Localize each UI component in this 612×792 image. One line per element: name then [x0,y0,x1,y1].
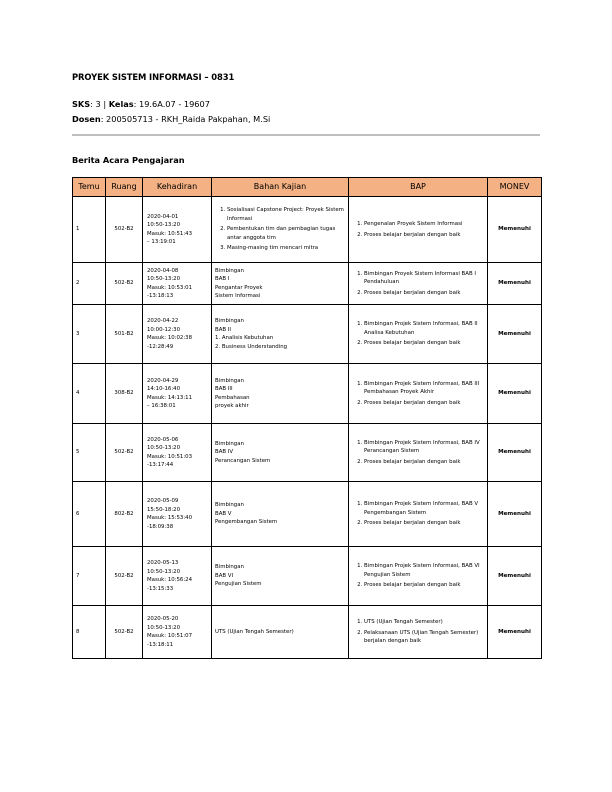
bahan-line: Perancangan Sistem [215,457,271,464]
kehadiran-line: Masuk: 10:02:38 [147,335,193,341]
cell-bap [349,606,488,659]
kehadiran-line: Masuk: 10:53:01 [147,284,193,291]
bap-item: 1. UTS (Ujian Tengah Semester) [364,618,484,627]
kehadiran-line: 15:50-18:20 [147,506,181,513]
cell-bap [349,364,488,424]
header-monev: MONEV [488,178,542,197]
bap-list [352,320,484,348]
bap-item: 1. Bimbingan Projek Sistem Informasi, BAB VI Pengujian Sistem [364,562,484,579]
cell-monev: Memenuhi [488,197,542,263]
bap-item: 2. Proses belajar berjalan dengan baik [364,581,484,590]
cell-monev: Memenuhi [488,424,542,482]
cell-bap [349,197,488,263]
table-row [73,424,542,482]
cell-temu: 5 [73,424,106,482]
bahan-line: Bimbingan [215,502,244,509]
kehadiran-line: 2020-04-01 [147,213,179,220]
kehadiran-line: – 16:38:01 [147,403,176,409]
kehadiran-line: 10:00-12:30 [147,326,181,333]
bahan-line: Sistem Informasi [215,293,261,299]
cell-bahan-kajian [212,263,349,305]
bahan-line: Pengembangan Sistem [215,519,278,526]
bahan-line: BAB IV [215,449,234,456]
bap-item: 1. Bimbingan Projek Sistem Informasi, BAB III Pembahasan Proyek Akhir [364,380,484,397]
kehadiran-line: -13:18:13 [147,293,174,299]
bahan-line: Bimbingan [215,318,244,324]
kehadiran-line: -13:18:11 [147,641,174,648]
cell-bap [349,305,488,364]
kehadiran-line: 10:50-13:20 [147,445,181,451]
bap-item: 1. Bimbingan Projek Sistem Informasi, BAB V Pengembangan Sistem [364,500,484,517]
kehadiran-line: Masuk: 10:51:07 [147,633,193,639]
kehadiran-line: 10:50-13:20 [147,624,181,631]
kelas-value: : 19.6A.07 - 19607 [133,99,210,109]
bap-list [352,220,484,239]
bahan-item: 3. Masing-masing tim mencari mitra [227,244,345,253]
kehadiran-line: Masuk: 10:51:03 [147,453,193,460]
kehadiran-line: Masuk: 10:51:43 [147,230,193,237]
bap-item: 2. Proses belajar berjalan dengan baik [364,231,484,240]
cell-ruang: 308-B2 [106,364,143,424]
bap-list [352,500,484,528]
kehadiran-line: 2020-05-13 [147,560,179,566]
table-row [73,606,542,659]
cell-bap [349,263,488,305]
bahan-line: Pengujian Sistem [215,581,262,588]
cell-bahan-kajian [212,305,349,364]
cell-kehadiran [143,424,212,482]
bap-item: 2. Proses belajar berjalan dengan baik [364,399,484,408]
sks-label: SKS [72,99,91,109]
cell-monev: Memenuhi [488,547,542,606]
table-row [73,482,542,547]
cell-ruang: 501-B2 [106,305,143,364]
kehadiran-line: Masuk: 14:13:11 [147,394,193,401]
lecturer-line [72,114,270,124]
cell-ruang: 502-B2 [106,424,143,482]
cell-bahan-kajian [212,606,349,659]
cell-monev: Memenuhi [488,263,542,305]
bap-item: 2. Proses belajar berjalan dengan baik [364,339,484,348]
course-meta-line [72,99,210,109]
kehadiran-line: 10:50-13:20 [147,276,181,282]
bahan-line: BAB V [215,510,232,517]
header-bahan-kajian: Bahan Kajian [212,178,349,197]
kehadiran-line: -12:28:49 [147,343,174,350]
bahan-item: 2. Pembentukan tim dan pembagian tugas antar anggota tim [227,225,345,242]
cell-ruang: 502-B2 [106,606,143,659]
bap-item: 1. Bimbingan Projek Sistem Informasi, BAB IV Perancangan Sistem [364,439,484,456]
cell-bahan-kajian [212,197,349,263]
cell-temu: 2 [73,263,106,305]
table-header-row [73,178,542,197]
cell-ruang: 802-B2 [106,482,143,547]
bahan-line: Bimbingan [215,440,244,447]
cell-monev: Memenuhi [488,364,542,424]
table-row [73,547,542,606]
bap-item: 2. Pelaksanaan UTS (Ujian Tengah Semester) berjalan dengan baik [364,629,484,646]
cell-temu: 7 [73,547,106,606]
cell-ruang: 502-B2 [106,547,143,606]
bahan-line: UTS (Ujian Tengah Semester) [215,628,294,635]
bahan-line: Bimbingan [215,564,244,571]
cell-temu: 6 [73,482,106,547]
cell-kehadiran [143,364,212,424]
cell-kehadiran [143,547,212,606]
bahan-list [215,206,345,253]
kehadiran-line: 14:10-16:40 [147,386,181,392]
cell-monev: Memenuhi [488,482,542,547]
course-title: PROYEK SISTEM INFORMASI – 0831 [72,72,235,82]
divider [72,134,540,136]
kehadiran-line: 2020-04-22 [147,318,179,324]
cell-ruang: 502-B2 [106,263,143,305]
kelas-label: Kelas [108,99,134,109]
cell-temu: 8 [73,606,106,659]
section-title: Berita Acara Pengajaran [72,155,185,165]
cell-ruang: 502-B2 [106,197,143,263]
cell-bap [349,424,488,482]
header-ruang: Ruang [106,178,143,197]
kehadiran-line: 10:50-13:20 [147,222,181,228]
kehadiran-line: 2020-04-29 [147,377,179,384]
bap-item: 1. Bimbingan Projek Sistem Informasi, BAB II Analisa Kebutuhan [364,320,484,337]
cell-kehadiran [143,606,212,659]
cell-kehadiran [143,197,212,263]
cell-bahan-kajian [212,482,349,547]
bahan-line: Bimbingan [215,267,244,274]
kehadiran-line: Masuk: 10:56:24 [147,577,193,583]
bap-item: 2. Proses belajar berjalan dengan baik [364,519,484,528]
bap-list [352,562,484,590]
kehadiran-line: -18:09:38 [147,523,174,530]
cell-bap [349,482,488,547]
dosen-value: : 200505713 - RKH_Raida Pakpahan, M.Si [100,114,271,124]
kehadiran-line: 2020-05-06 [147,436,179,443]
kehadiran-line: -13:15:33 [147,585,174,592]
table-row [73,197,542,263]
bap-item: 1. Pengenalan Proyek Sistem Informasi [364,220,484,229]
kehadiran-line: 2020-05-09 [147,498,179,504]
kehadiran-line: 2020-05-20 [147,616,179,622]
bap-list [352,270,484,298]
bap-list [352,439,484,467]
kehadiran-line: -13:17:44 [147,462,174,468]
header-bap: BAP [349,178,488,197]
cell-kehadiran [143,263,212,305]
sks-value: : 3 | [90,99,107,109]
bap-list [352,618,484,646]
bahan-line: proyek akhir [215,403,249,409]
bap-item: 2. Proses belajar berjalan dengan baik [364,289,484,298]
bahan-line: Pengantar Proyek [215,284,263,291]
bap-item: 1. Bimbingan Proyek Sistem Informasi BAB I Pendahuluan [364,270,484,287]
table-row [73,305,542,364]
cell-bahan-kajian [212,364,349,424]
cell-monev: Memenuhi [488,606,542,659]
cell-temu: 4 [73,364,106,424]
cell-temu: 1 [73,197,106,263]
cell-bahan-kajian [212,547,349,606]
cell-monev: Memenuhi [488,305,542,364]
bahan-item: 1. Sosialisasi Capstone Project: Proyek Sistem Informasi [227,206,345,223]
bahan-line: BAB VI [215,572,234,579]
dosen-label: Dosen [72,114,101,124]
bahan-line: BAB II [215,326,231,333]
cell-kehadiran [143,482,212,547]
cell-temu: 3 [73,305,106,364]
bahan-line: BAB I [215,276,230,282]
cell-bahan-kajian [212,424,349,482]
bap-item: 2. Proses belajar berjalan dengan baik [364,458,484,467]
cell-kehadiran [143,305,212,364]
cell-bap [349,547,488,606]
table-row [73,263,542,305]
bahan-line: 2. Business Understanding [215,343,288,350]
bap-list [352,380,484,408]
header-temu: Temu [73,178,106,197]
kehadiran-line: 10:50-13:20 [147,568,181,575]
bahan-line: 1. Analisis Kebutuhan [215,335,274,341]
kehadiran-line: Masuk: 15:53:40 [147,515,193,521]
bap-table [72,177,542,659]
bahan-line: BAB III [215,386,233,392]
kehadiran-line: 2020-04-08 [147,267,179,274]
kehadiran-line: – 13:19:01 [147,239,176,245]
table-row [73,364,542,424]
bahan-line: Pembahasan [215,394,250,401]
bahan-line: Bimbingan [215,377,244,384]
header-kehadiran: Kehadiran [143,178,212,197]
